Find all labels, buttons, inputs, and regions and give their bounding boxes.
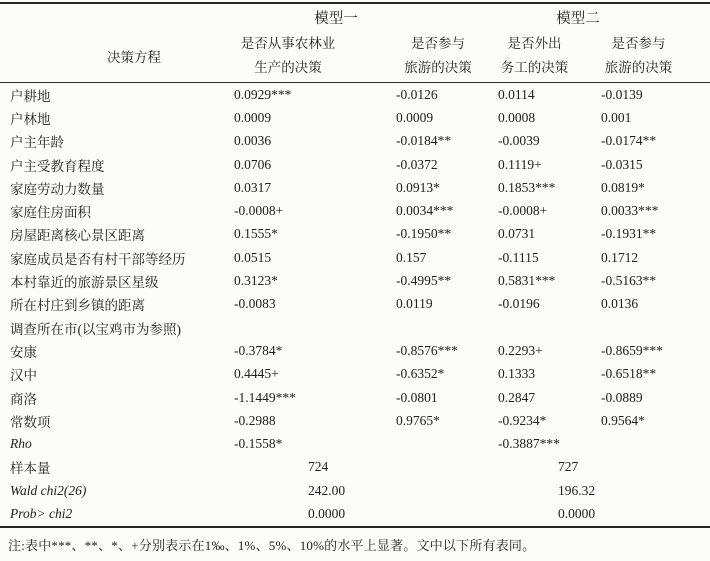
value-cell: -0.0315 xyxy=(601,156,643,172)
value-cell: 0.0009 xyxy=(396,109,434,125)
table-row xyxy=(0,153,710,176)
value-cell: -0.0139 xyxy=(601,86,643,102)
value-cell: -0.4995** xyxy=(396,273,452,289)
value-cell: -0.5163** xyxy=(601,273,657,289)
table-row xyxy=(0,106,710,129)
value-cell: 0.1119+ xyxy=(498,156,542,172)
col-header-tourism-decision-2 xyxy=(599,30,710,83)
row-label: 户林地 xyxy=(10,111,51,127)
summary-value-cell: 0.0000 xyxy=(308,505,346,521)
value-cell: 0.2293+ xyxy=(498,342,543,358)
row-label: 调查所在市(以宝鸡市为参照) xyxy=(10,321,181,337)
col-header-line: 生产的决策 xyxy=(254,60,322,75)
table-row xyxy=(0,432,710,455)
row-label: 样本量 xyxy=(10,461,51,477)
value-cell: 0.0317 xyxy=(234,179,272,195)
table-row xyxy=(0,363,710,386)
value-cell: -0.3887*** xyxy=(498,436,560,452)
value-cell: -0.8576*** xyxy=(396,342,458,358)
row-label: 家庭劳动力数量 xyxy=(10,181,105,197)
value-cell: 0.0929*** xyxy=(234,86,292,102)
model1-header: 模型一 xyxy=(314,10,358,27)
value-cell xyxy=(599,316,710,339)
row-label: 常数项 xyxy=(10,414,51,430)
value-cell: -0.6352* xyxy=(396,366,445,382)
value-cell xyxy=(394,316,496,339)
table-row xyxy=(0,502,710,525)
value-cell: 0.1712 xyxy=(601,249,639,265)
value-cell: -0.0008+ xyxy=(498,203,548,219)
table-row xyxy=(0,386,710,409)
value-cell xyxy=(496,316,599,339)
model2-header: 模型二 xyxy=(556,10,600,27)
value-cell: 0.0008 xyxy=(498,109,536,125)
row-label: Wald chi2(26) xyxy=(10,482,87,498)
value-cell: 0.0033*** xyxy=(601,203,659,219)
row-label: 户主年龄 xyxy=(10,135,64,151)
table-row xyxy=(0,176,710,199)
col-header-tourism-decision-1 xyxy=(394,30,496,83)
value-cell: -0.8659*** xyxy=(601,342,663,358)
value-cell: 0.0114 xyxy=(498,86,535,102)
stub-header: 决策方程 xyxy=(0,30,232,83)
summary-value-cell: 724 xyxy=(308,459,329,475)
summary-value-cell: 0.0000 xyxy=(558,505,596,521)
value-cell: -0.1558* xyxy=(234,436,283,452)
value-cell: -0.1931** xyxy=(601,226,657,242)
value-cell: 0.0119 xyxy=(396,296,433,312)
table-row xyxy=(0,130,710,153)
value-cell: -0.0372 xyxy=(396,156,438,172)
summary-value-cell: 727 xyxy=(558,459,579,475)
value-cell: 0.0515 xyxy=(234,249,272,265)
value-cell: -0.0801 xyxy=(396,389,438,405)
value-cell: 0.1555* xyxy=(234,226,278,242)
row-label: 汉中 xyxy=(10,368,37,384)
table-row xyxy=(0,269,710,292)
table-row xyxy=(0,246,710,269)
value-cell xyxy=(599,432,710,455)
value-cell: -0.0008+ xyxy=(234,203,284,219)
table-row xyxy=(0,293,710,316)
value-cell xyxy=(394,432,496,455)
row-label: 所在村庄到乡镇的距离 xyxy=(10,298,145,314)
model-header-row xyxy=(0,4,710,30)
summary-value-cell: 242.00 xyxy=(308,482,346,498)
value-cell: -0.6518** xyxy=(601,366,657,382)
value-cell: 0.001 xyxy=(601,109,632,125)
value-cell: -0.0083 xyxy=(234,296,276,312)
value-cell xyxy=(232,316,394,339)
value-cell: -0.0196 xyxy=(498,296,540,312)
value-cell: -1.1449*** xyxy=(234,389,296,405)
table-row xyxy=(0,316,710,339)
value-cell: 0.1853*** xyxy=(498,179,556,195)
row-label: Prob> chi2 xyxy=(10,505,73,521)
value-cell: 0.0036 xyxy=(234,133,272,149)
value-cell: 0.0009 xyxy=(234,109,272,125)
row-label: 户耕地 xyxy=(10,88,51,104)
col-header-farming-decision xyxy=(232,30,394,83)
empty-stub-cell xyxy=(0,4,232,30)
value-cell: 0.9765* xyxy=(396,412,440,428)
value-cell: 0.1333 xyxy=(498,366,536,382)
value-cell: 0.4445+ xyxy=(234,366,279,382)
value-cell: -0.0889 xyxy=(601,389,643,405)
col-header-line: 旅游的决策 xyxy=(404,60,472,75)
col-header-line: 是否从事农林业 xyxy=(240,36,336,51)
value-cell: -0.1115 xyxy=(498,249,539,265)
document-page xyxy=(0,2,710,561)
row-label: 户主受教育程度 xyxy=(10,158,105,174)
row-label: 家庭住房面积 xyxy=(10,205,91,221)
value-cell: 0.0819* xyxy=(601,179,645,195)
value-cell: -0.0174** xyxy=(601,133,657,149)
row-label: 房屋距离核心景区距离 xyxy=(10,228,145,244)
value-cell: 0.9564* xyxy=(601,412,645,428)
col-header-line: 是否外出 xyxy=(507,36,562,51)
table-row xyxy=(0,223,710,246)
row-label: 家庭成员是否有村干部等经历 xyxy=(10,251,186,267)
col-header-line: 务工的决策 xyxy=(500,60,569,75)
value-cell: -0.0126 xyxy=(396,86,438,102)
row-label: 商洛 xyxy=(10,391,37,407)
value-cell: -0.2988 xyxy=(234,412,276,428)
table-row xyxy=(0,409,710,432)
value-cell: -0.0184** xyxy=(396,133,452,149)
row-label: 安康 xyxy=(10,344,37,360)
table-row xyxy=(0,83,710,107)
value-cell: 0.0136 xyxy=(601,296,639,312)
value-cell: -0.1950** xyxy=(396,226,452,242)
value-cell: 0.3123* xyxy=(234,273,278,289)
table-row xyxy=(0,339,710,362)
col-header-line: 是否参与 xyxy=(611,36,666,51)
col-header-line: 是否参与 xyxy=(411,36,465,51)
row-label: Rho xyxy=(10,436,32,452)
value-cell: -0.9234* xyxy=(498,412,547,428)
value-cell: 0.157 xyxy=(396,249,427,265)
table-row xyxy=(0,199,710,222)
col-header-line: 旅游的决策 xyxy=(604,60,673,75)
value-cell: 0.0731 xyxy=(498,226,536,242)
value-cell: 0.0034*** xyxy=(396,203,454,219)
value-cell: -0.0039 xyxy=(498,133,540,149)
value-cell: 0.0706 xyxy=(234,156,272,172)
col-header-migrant-work-decision xyxy=(496,30,599,83)
regression-table xyxy=(0,4,710,526)
row-label: 本村靠近的旅游景区星级 xyxy=(10,275,159,291)
value-cell: 0.2847 xyxy=(498,389,536,405)
table-row xyxy=(0,456,710,479)
value-cell: -0.3784* xyxy=(234,342,283,358)
table-row xyxy=(0,479,710,502)
column-header-row xyxy=(0,30,710,83)
table-note: 注:表中***、**、*、+分别表示在1‰、1%、5%、10%的水平上显著。文中以下所有表同。 xyxy=(8,537,536,553)
value-cell: 0.0913* xyxy=(396,179,440,195)
summary-value-cell: 196.32 xyxy=(558,482,596,498)
value-cell: 0.5831*** xyxy=(498,273,556,289)
